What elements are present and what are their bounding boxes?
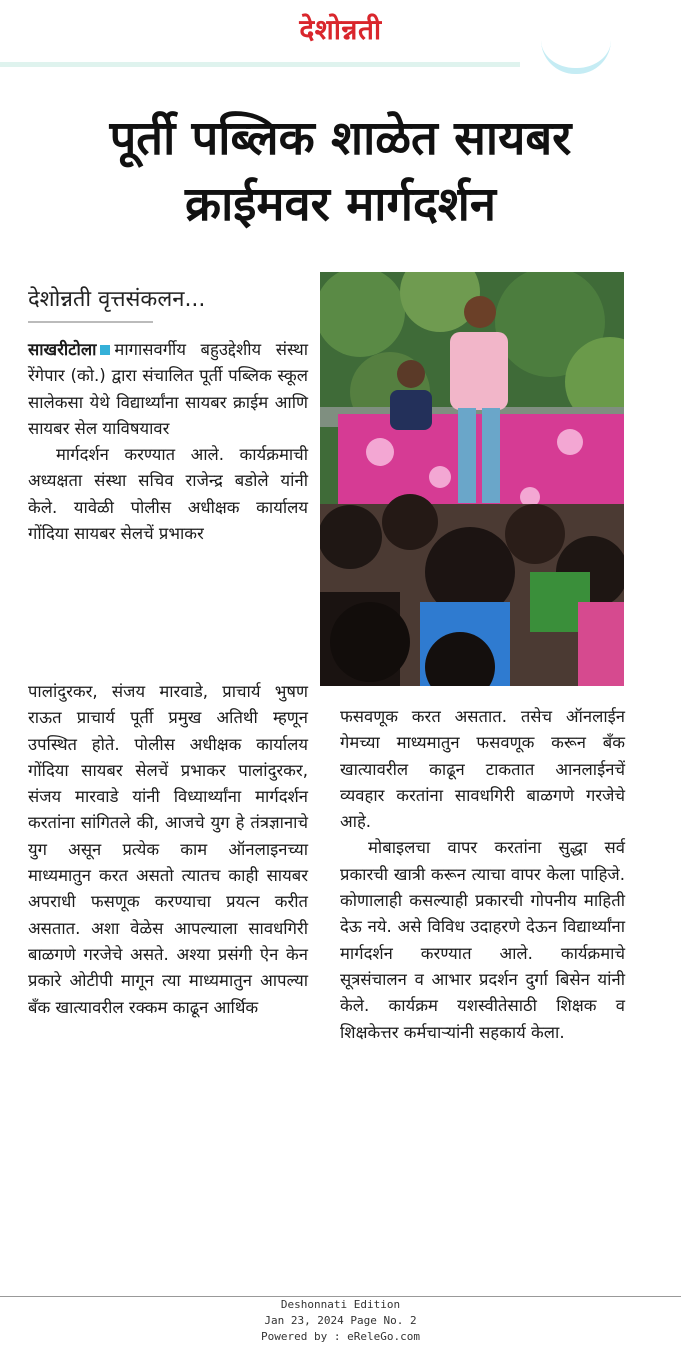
article-column-right — [340, 704, 625, 1046]
masthead — [0, 0, 681, 60]
article-paragraph-4: फसवणूक करत असतात. तसेच ऑनलाईन गेमच्या माध्यमातुन फसवणूक करून बँक खात्यावरील काढून टाकतात आनलाईनचें व्यवहार करतांना सावधगिरी बाळगणे गरजेचे आहे. — [340, 707, 625, 832]
byline-rule — [28, 321, 153, 323]
photo-illustration — [320, 272, 624, 686]
footer-edition: Deshonnati Edition — [280, 1298, 401, 1311]
article-paragraph-3: पालांदुरकर, संजय मारवाडे, प्राचार्य भुषण राऊत प्राचार्य पूर्ती प्रमुख अतिथी म्हणून उपस्थित होते. पोलीस अधीक्षक कार्यालय गोंदिया सायबर सेलचें प्रभाकर पालांदुरकर, संजय मारवाडे यांनी विध्यार्थ्यांना मार्गदर्शन करतांना सांगितले की, आजचे युग हे तंत्रज्ञानाचे युग असून प्रत्येक काम ऑनलाइनच्या माध्यमातुन करत असतो त्यातच काही सायबर अपराधी फसणूक करण्याचा प्रयत्न करीत असतात. अशा वेळेस आपल्याला सावधगिरी बाळगणे गरजेचे असते. अश्या प्रसंगी ऐन केन प्रकारे ओटीपी मागून त्या माध्यमातुन आपल्या बँक खात्यावरील रक्कम काढून आर्थिक — [28, 682, 308, 1017]
masthead-decoration — [541, 40, 611, 74]
dateline: साखरीटोला — [28, 340, 97, 359]
masthead-rule — [0, 62, 520, 67]
article-paragraph-2: मार्गदर्शन करण्यात आले. कार्यक्रमाची अध्यक्षता संस्था सचिव राजेन्द्र बडोले यांनी केले. यावेळी पोलीस अधीक्षक कार्यालय गोंदिया सायबर सेलचें प्रभाकर — [28, 445, 308, 544]
article-column-left-bottom — [28, 679, 308, 1021]
article-headline — [0, 106, 681, 238]
footer-date-page: Jan 23, 2024 Page No. 2 — [264, 1314, 417, 1327]
headline-line-1: पूर्ती पब्लिक शाळेत सायबर — [109, 111, 572, 166]
article-column-left-top — [28, 337, 308, 547]
byline: देशोन्नती वृत्तसंकलन... — [28, 287, 206, 312]
article-paragraph-5: मोबाइलचा वापर करतांना सुद्धा सर्व प्रकारची खात्री करून त्याचा वापर केला पाहिजे. कोणालाही कसल्याही प्रकारची गोपनीय माहिती देऊ नये. असे विविध उदाहरणे देऊन विद्यार्थ्यांना मार्गदर्शन करण्यात आले. कार्यक्रमाचे सूत्रसंचालन व आभार प्रदर्शन दुर्गा बिसेन यांनी केले. कार्यक्रम यशस्वीतेसाठी शिक्षक व शिक्षकेत्तर कर्मचाऱ्यांनी सहकार्य केला. — [340, 838, 625, 1042]
page-footer — [0, 1297, 681, 1345]
headline-line-2: क्राईमवर मार्गदर्शन — [185, 177, 496, 232]
square-bullet-icon — [100, 345, 110, 355]
footer-powered-by: Powered by : eReleGo.com — [261, 1330, 420, 1343]
article-lead-paragraph — [28, 337, 308, 442]
newspaper-logo: देशोन्नती — [299, 13, 382, 46]
article-photo — [320, 272, 624, 686]
lead-text: मागासवर्गीय बहुउद्देशीय संस्था रेंगेपार (को.) द्वारा संचालित पूर्ती पब्लिक स्कूल सालेकसा येथे विद्यार्थ्यांना सायबर क्राईम आणि सायबर सेल याविषयावर — [28, 340, 308, 438]
